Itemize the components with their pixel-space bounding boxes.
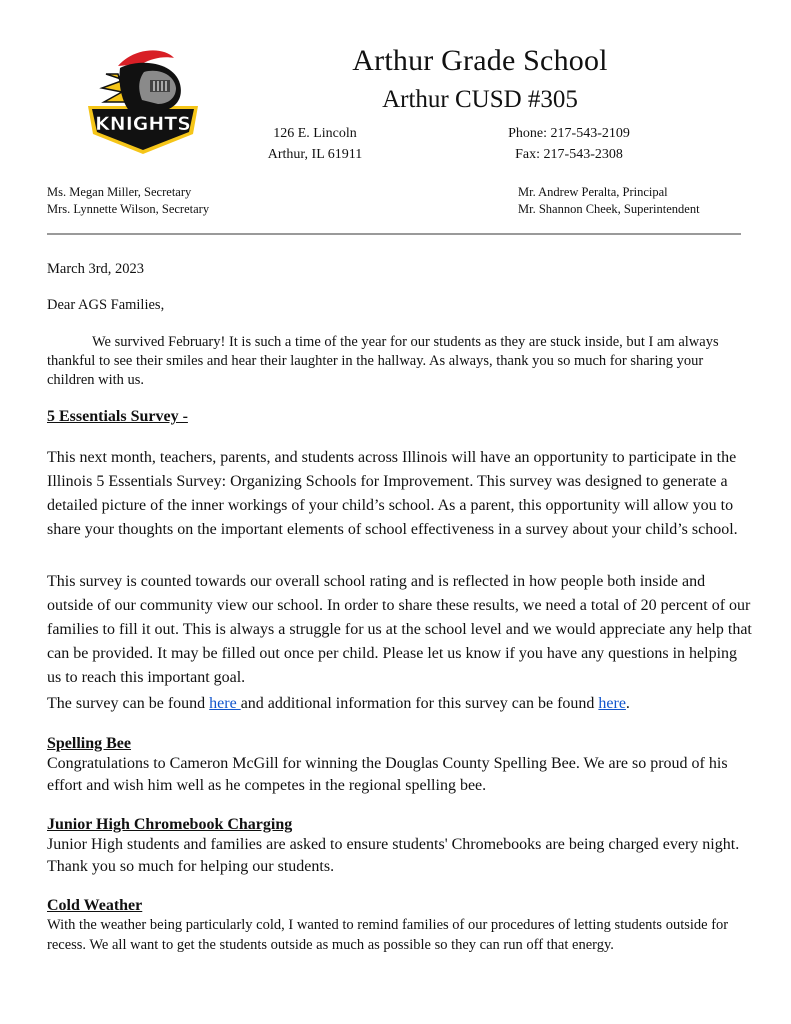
staff-principal: Mr. Andrew Peralta, Principal — [518, 185, 668, 199]
letter-date: March 3rd, 2023 — [47, 261, 145, 277]
staff-secretary-2: Mrs. Lynnette Wilson, Secretary — [47, 202, 210, 216]
address-city: Arthur, IL 61911 — [267, 147, 363, 162]
school-address — [250, 123, 380, 165]
fax-number: Fax: 217-543-2308 — [515, 147, 623, 162]
staff-list-right — [518, 184, 700, 218]
section-body: Junior High students and families are asked to ensure students' Chromebooks are being charged every night. Thank you so much for helping our students. — [47, 836, 740, 875]
staff-superintendent: Mr. Shannon Cheek, Superintendent — [518, 202, 700, 216]
district-name: Arthur CUSD #305 — [382, 86, 578, 113]
section-chromebook-charging — [47, 816, 747, 878]
link-sentence-before: The survey can be found — [47, 695, 210, 712]
survey-link[interactable]: here — [209, 695, 241, 712]
survey-paragraph-2: This survey is counted towards our overall school rating and is reflected in how people both inside and outside of our community view our school. In order to share these results, we need a total of 20 percent of our families to fill it out. This is always a struggle for us at the school level and we would appreciate any help that can be provided. It may be filled out once per child. Please let us know if you have any questions in helping us to reach this important goal. — [47, 573, 752, 686]
knights-mascot-icon — [78, 44, 208, 156]
school-name: Arthur Grade School — [352, 44, 608, 77]
section-heading: Junior High Chromebook Charging — [47, 816, 293, 833]
section-heading: Cold Weather — [47, 897, 143, 914]
section-body: With the weather being particularly cold, I wanted to remind families of our procedures of letting students outside for recess. We all want to get the students outside as much as possible so they can run off that energy. — [47, 917, 729, 953]
section-spelling-bee — [47, 735, 747, 797]
header-divider — [47, 233, 741, 235]
link-sentence-after: . — [625, 695, 630, 712]
link-sentence-middle: and additional information for this survey can be found — [240, 695, 599, 712]
phone-number: Phone: 217-543-2109 — [508, 126, 630, 141]
section-body: Congratulations to Cameron McGill for winning the Douglas County Spelling Bee. We are so proud of his effort and wish him well as he competes in the regional spelling bee. — [47, 755, 728, 794]
survey-info-link[interactable]: here — [598, 695, 626, 712]
knights-logo — [78, 44, 208, 156]
letter-salutation: Dear AGS Families, — [47, 297, 165, 313]
logo-text: KNIGHTS — [95, 113, 191, 135]
school-contact — [486, 123, 652, 165]
survey-links-sentence — [47, 692, 747, 716]
letter-intro: We survived February! It is such a time of the year for our students as they are stuck inside, but I am always thankful to see their smiles and hear their laughter in the hallway. As always, thank you so much for sharing your children with us. — [47, 334, 719, 388]
staff-list-left — [47, 184, 209, 218]
section-heading: 5 Essentials Survey - — [47, 408, 188, 425]
staff-secretary-1: Ms. Megan Miller, Secretary — [47, 185, 192, 199]
section-5-essentials — [47, 408, 747, 426]
address-street: 126 E. Lincoln — [273, 126, 357, 141]
survey-paragraph-1: This next month, teachers, parents, and students across Illinois will have an opportunity to participate in the Illinois 5 Essentials Survey: Organizing Schools for Improvement. This survey was designed to generate a detailed picture of the inner workings of your child’s school. As a parent, this opportunity will allow you to share your thoughts on the important elements of school effectiveness in a survey about your child’s school. — [47, 449, 738, 538]
section-heading: Spelling Bee — [47, 735, 132, 752]
section-cold-weather — [47, 897, 747, 955]
